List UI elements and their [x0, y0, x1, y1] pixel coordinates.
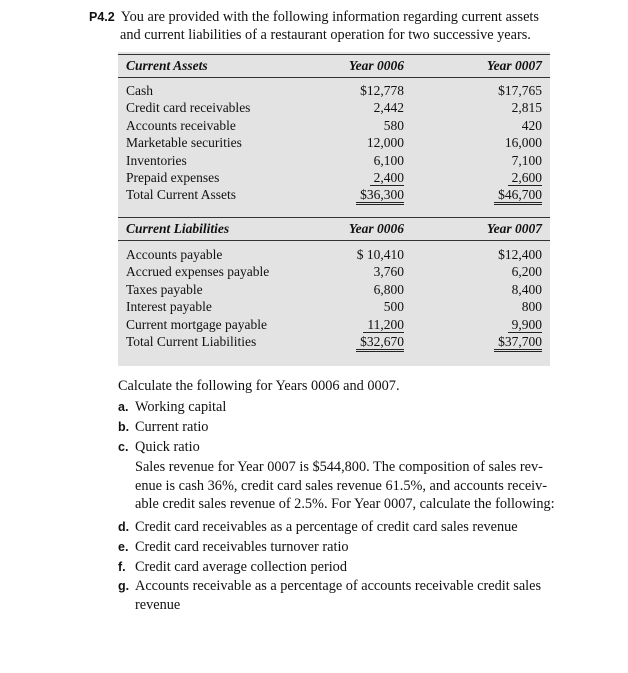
- question-c: c. Quick ratio: [118, 439, 200, 455]
- table-row: Prepaid expenses 2,400 2,600: [126, 169, 542, 185]
- problem-number: P4.2: [89, 10, 115, 24]
- table-row: Current mortgage payable 11,200 9,900: [126, 316, 542, 332]
- question-f: f. Credit card average collection period: [118, 558, 347, 575]
- liabilities-year2-header: Year 0007: [486, 221, 542, 236]
- total-row: Total Current Liabilities $32,670 $37,700: [118, 334, 550, 351]
- table-row: Accounts receivable 580 420: [126, 117, 542, 133]
- intro-line-1: P4.2 You are provided with the following information regarding current assets: [89, 9, 539, 25]
- intro-line-2: and current liabilities of a restaurant operation for two successive years.: [120, 27, 531, 43]
- liabilities-year1-header: Year 0006: [348, 221, 404, 236]
- financial-table: [118, 52, 550, 366]
- assets-rows: [118, 83, 550, 205]
- table-row: Marketable securities 12,000 16,000: [126, 135, 542, 151]
- assets-header-row: [118, 54, 550, 78]
- table-row: Interest payable 500 800: [126, 299, 542, 315]
- assets-year2-header: Year 0007: [486, 58, 542, 73]
- assets-year1-header: Year 0006: [348, 58, 404, 73]
- liabilities-header-row: [118, 217, 550, 241]
- sales-paragraph: Sales revenue for Year 0007 is $544,800. The composition of sales rev- enue is cash 36%, credit card sales revenue 61.5%, and accounts receiv- able credit sales revenue of 2.5%. For Year 0007, calculate the following:: [135, 459, 555, 512]
- question-b: b. Current ratio: [118, 419, 209, 435]
- liabilities-header: Current Liabilities: [126, 221, 230, 236]
- questions-intro: Calculate the following for Years 0006 and 0007.: [118, 378, 400, 394]
- total-row: Total Current Assets $36,300 $46,700: [118, 187, 550, 204]
- question-d: d. Credit card receivables as a percentage of credit card sales revenue: [118, 518, 518, 535]
- question-a: a. Working capital: [118, 399, 227, 415]
- question-g: g. Accounts receivable as a percentage of accounts receivable credit sales revenue: [118, 577, 542, 613]
- questions: [118, 376, 558, 615]
- table-row: Inventories 6,100 7,100: [126, 152, 542, 168]
- assets-header: Current Assets: [126, 58, 208, 73]
- problem-statement: [89, 8, 559, 44]
- question-e: e. Credit card receivables turnover ratio: [118, 538, 349, 555]
- table-row: Accounts payable $ 10,410 $12,400: [126, 247, 542, 262]
- table-row: Cash $12,778 $17,765: [126, 83, 542, 98]
- table-row: Accrued expenses payable 3,760 6,200: [126, 264, 542, 280]
- liabilities-rows: [118, 247, 550, 351]
- table-row: Taxes payable 6,800 8,400: [126, 281, 542, 297]
- table-row: Credit card receivables 2,442 2,815: [126, 100, 542, 116]
